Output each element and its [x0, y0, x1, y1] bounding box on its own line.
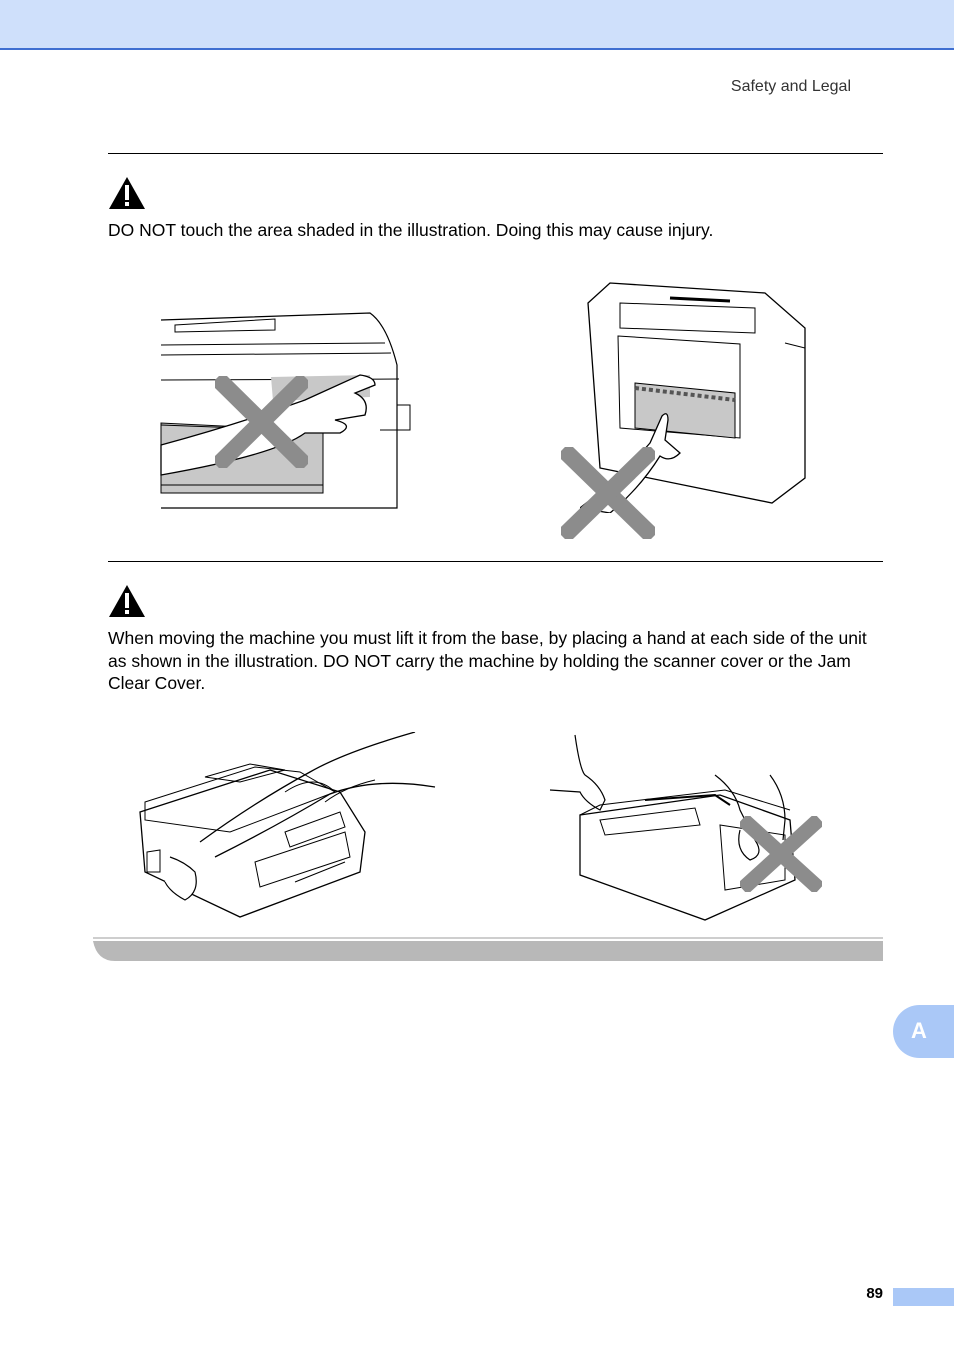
warning-text: DO NOT touch the area shaded in the illustration. Doing this may cause injury. [108, 220, 714, 240]
prohibited-cross-icon [215, 376, 308, 468]
prohibited-cross-icon [561, 447, 655, 539]
separator-rule [108, 561, 883, 562]
section-title: Safety and Legal [730, 78, 851, 95]
header-band [0, 0, 954, 50]
warning-icon [108, 176, 146, 210]
separator-rule [108, 153, 883, 154]
correct-lift-illustration [135, 732, 445, 922]
warning-text: When moving the machine you must lift it from the base, by placing a hand at each side of the unit as shown in the illustration. DO NOT carry the machine by holding the scanner cover or the Jam Clear Cover. [108, 628, 867, 693]
section-end-bar [93, 937, 883, 961]
appendix-tab [893, 1005, 954, 1058]
page-number: 89 [866, 1285, 883, 1302]
warning-icon [108, 584, 146, 618]
prohibited-cross-icon [740, 816, 822, 892]
appendix-tab-letter: A [911, 1018, 927, 1043]
page-marker [893, 1288, 954, 1306]
